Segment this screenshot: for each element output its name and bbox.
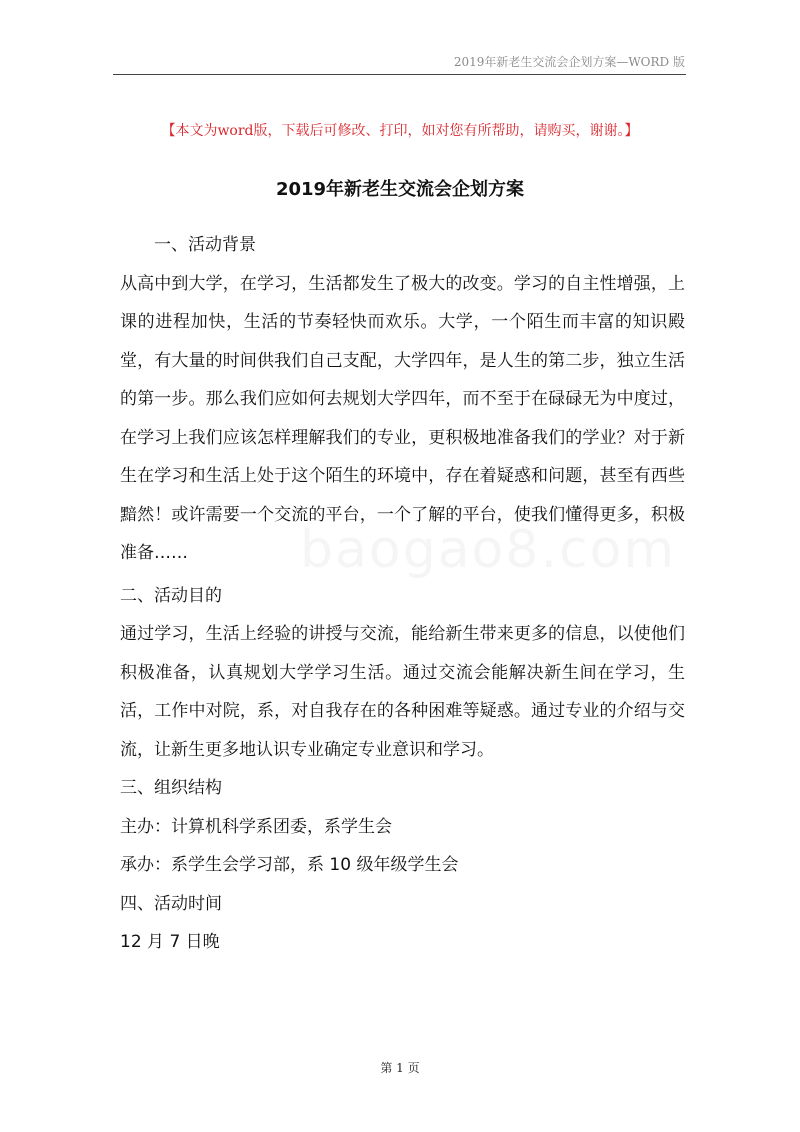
section-body-purpose: 通过学习，生活上经验的讲授与交流，能给新生带来更多的信息，以使他们积极准备，认真规划大学学习生活。通过交流会能解决新生间在学习，生活，工作中对院，系，对自我存在的各种困难等疑惑。通过专业的介绍与交流，让新生更多地认识专业确定专业意识和学习。 [120, 624, 685, 760]
document-title: 2019年新老生交流会企划方案 [275, 179, 525, 200]
section-heading-background: 一、活动背景 [154, 235, 256, 255]
watermark: baogao8.com [300, 520, 677, 580]
section-body-background: 从高中到大学，在学习，生活都发生了极大的改变。学习的自主性增强，上课的进程加快，生活的节奏轻快而欢乐。大学，一个陌生而丰富的知识殿堂，有大量的时间供我们自己支配，大学四年，是人生的第二步，独立生活的第一步。那么我们应如何去规划大学四年，而不至于在碌碌无为中度过，在学习上我们应该怎样理解我们的专业，更积极地准备我们的学业？对于新生在学习和生活上处于这个陌生的环境中，存在着疑惑和问题，甚至有西些黯然！或许需要一个交流的平台，一个了解的平台，使我们懂得更多，积极准备…… [120, 273, 685, 563]
section-heading-time: 四、活动时间 [120, 893, 222, 914]
section-heading-organization: 三、组织结构 [120, 778, 222, 798]
organization-organizer: 承办：系学生会学习部，系 10 级年级学生会 [120, 855, 459, 875]
page-number: 第 1 页 [380, 1061, 420, 1075]
header-divider [113, 74, 686, 75]
document-body [120, 226, 685, 962]
running-header: 2019年新老生交流会企划方案—WORD 版 [453, 55, 685, 69]
organization-host: 主办：计算机科学系团委，系学生会 [120, 816, 392, 837]
activity-time: 12 月 7 日晚 [120, 932, 220, 952]
download-notice: 【本文为word版，下载后可修改、打印，如对您有所帮助，请购买，谢谢。】 [161, 123, 639, 139]
section-heading-purpose: 二、活动目的 [120, 585, 222, 606]
